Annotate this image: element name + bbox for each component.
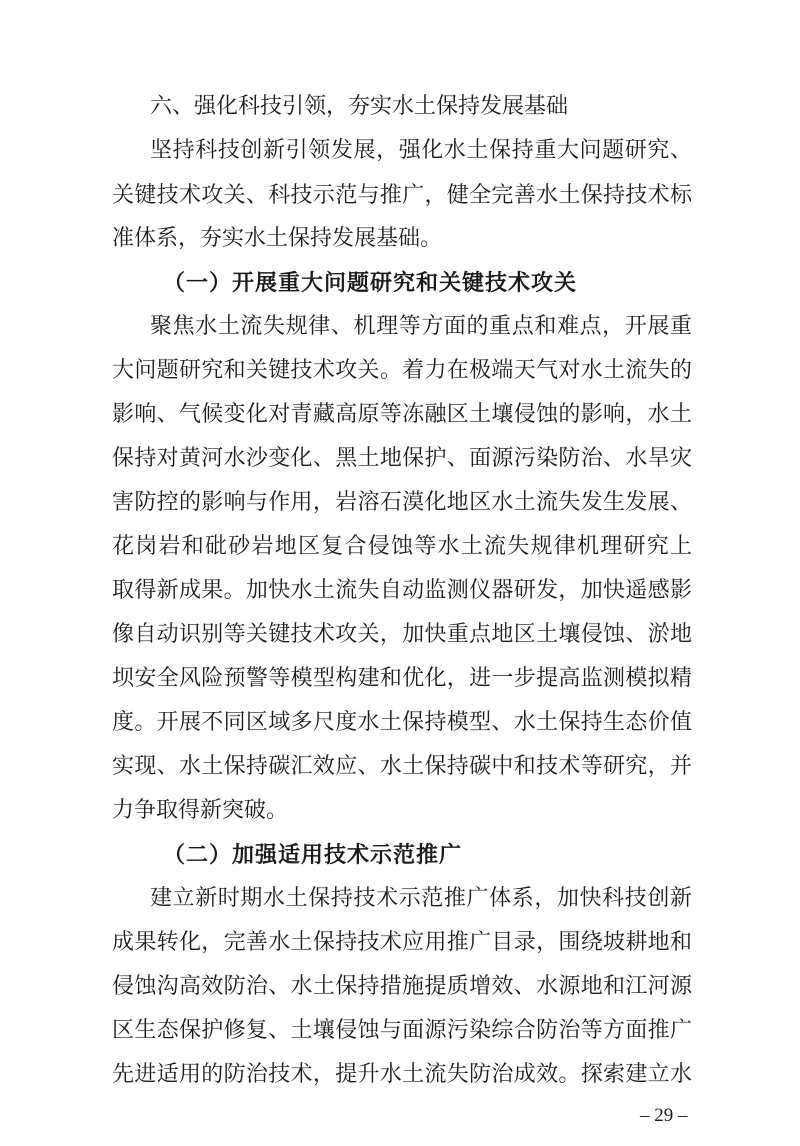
subsection-2-heading: （二）加强适用技术示范推广 bbox=[163, 842, 463, 868]
intro-line: 坚持科技创新引领发展，强化水土保持重大问题研究、 bbox=[150, 138, 692, 163]
paragraph-line: 建立新时期水土保持技术示范推广体系，加快科技创新 bbox=[150, 886, 692, 911]
paragraph-line: 花岗岩和砒砂岩地区复合侵蚀等水土流失规律机理研究上 bbox=[112, 534, 692, 559]
paragraph-line: 侵蚀沟高效防治、水土保持措施提质增效、水源地和江河源 bbox=[112, 974, 692, 999]
paragraph-line: 成果转化，完善水土保持技术应用推广目录，围绕坡耕地和 bbox=[112, 930, 692, 955]
paragraph-line: 聚焦水土流失规律、机理等方面的重点和难点，开展重 bbox=[150, 314, 692, 339]
paragraph-line: 影响、气候变化对青藏高原等冻融区土壤侵蚀的影响，水土 bbox=[112, 402, 692, 427]
intro-line: 关键技术攻关、科技示范与推广，健全完善水土保持技术标 bbox=[112, 183, 692, 208]
section-heading: 六、强化科技引领，夯实水土保持发展基础 bbox=[150, 94, 569, 119]
paragraph-line: 像自动识别等关键技术攻关，加快重点地区土壤侵蚀、淤地 bbox=[112, 622, 692, 647]
page-number: – 29 – bbox=[640, 1105, 688, 1126]
paragraph-line: 力争取得新突破。 bbox=[112, 798, 289, 823]
paragraph-line: 先进适用的防治技术，提升水土流失防治成效。探索建立水 bbox=[112, 1062, 692, 1087]
subsection-1-heading: （一）开展重大问题研究和关键技术攻关 bbox=[163, 270, 578, 296]
paragraph-line: 坝安全风险预警等模型构建和优化，进一步提高监测模拟精 bbox=[112, 666, 692, 691]
paragraph-line: 取得新成果。加快水土流失自动监测仪器研发，加快遥感影 bbox=[112, 578, 692, 603]
paragraph-line: 大问题研究和关键技术攻关。着力在极端天气对水土流失的 bbox=[112, 358, 692, 383]
paragraph-line: 区生态保护修复、土壤侵蚀与面源污染综合防治等方面推广 bbox=[112, 1018, 692, 1043]
paragraph-line: 害防控的影响与作用，岩溶石漠化地区水土流失发生发展、 bbox=[112, 490, 692, 515]
paragraph-line: 保持对黄河水沙变化、黑土地保护、面源污染防治、水旱灾 bbox=[112, 446, 692, 471]
intro-line: 准体系，夯实水土保持发展基础。 bbox=[112, 226, 443, 251]
paragraph-line: 实现、水土保持碳汇效应、水土保持碳中和技术等研究，并 bbox=[112, 754, 692, 779]
paragraph-line: 度。开展不同区域多尺度水土保持模型、水土保持生态价值 bbox=[112, 710, 692, 735]
